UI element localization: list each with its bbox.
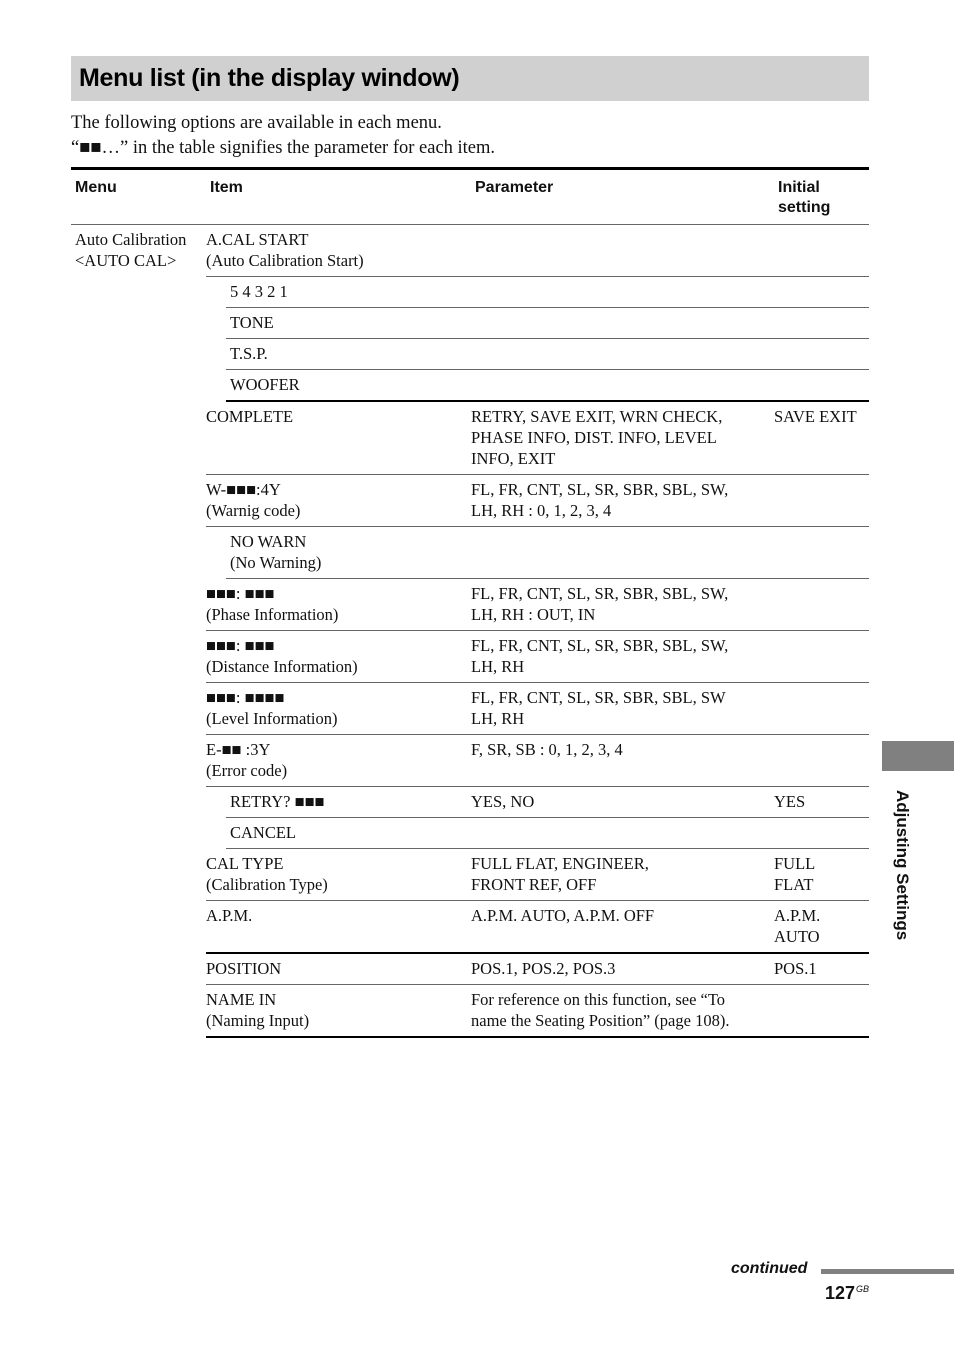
- page-number-suffix: GB: [856, 1284, 870, 1294]
- item-cell-line: (Distance Information): [206, 657, 358, 676]
- parameter-cell-line: POS.1, POS.2, POS.3: [471, 959, 616, 978]
- item-cell: [226, 370, 471, 402]
- parameter-cell: [471, 849, 774, 901]
- initial-setting-cell: [774, 277, 869, 308]
- parameter-cell-line: FRONT REF, OFF: [471, 875, 597, 894]
- parameter-cell: [471, 683, 774, 735]
- parameter-cell-line: FULL FLAT, ENGINEER,: [471, 854, 649, 873]
- parameter-cell: [471, 901, 774, 954]
- parameter-cell: [471, 370, 774, 402]
- side-label-text: Adjusting Settings: [893, 790, 912, 941]
- item-cell: [206, 401, 471, 475]
- item-cell: [226, 787, 471, 818]
- initial-setting-cell-line: YES: [774, 792, 806, 811]
- item-cell: [206, 953, 471, 985]
- menu-cell: [71, 225, 206, 1038]
- page-title: Menu list (in the display window): [79, 64, 460, 92]
- item-cell-line: E-■■ :3Y: [206, 740, 271, 759]
- side-section-label: [884, 790, 924, 970]
- item-cell-line: (No Warning): [230, 553, 322, 572]
- parameter-cell-line: INFO, EXIT: [471, 449, 556, 468]
- indent-spacer: [206, 308, 226, 339]
- item-cell-line: NO WARN: [230, 532, 307, 551]
- menu-cell-line: <AUTO CAL>: [75, 251, 177, 270]
- page-number: [825, 1283, 869, 1304]
- parameter-cell-line: LH, RH : OUT, IN: [471, 605, 596, 624]
- continued-label: continued: [731, 1260, 808, 1277]
- item-cell-line: (Auto Calibration Start): [206, 251, 364, 270]
- parameter-cell-line: FL, FR, CNT, SL, SR, SBR, SBL, SW,: [471, 480, 729, 499]
- intro-line-2: “■■…” in the table signifies the parameter for each item.: [71, 138, 496, 158]
- parameter-cell-line: name the Seating Position” (page 108).: [471, 1011, 730, 1030]
- continued-bar: [821, 1269, 954, 1274]
- item-cell-line: ■■■: ■■■: [206, 636, 275, 655]
- initial-setting-cell: [774, 985, 869, 1038]
- menu-table: [71, 167, 869, 1038]
- item-cell: [206, 631, 471, 683]
- initial-setting-cell: [774, 735, 869, 787]
- intro-text: [71, 111, 495, 161]
- item-cell: [226, 818, 471, 849]
- item-cell-line: ■■■: ■■■: [206, 584, 275, 603]
- item-cell: [206, 475, 471, 527]
- item-cell-line: T.S.P.: [230, 344, 268, 363]
- item-cell-line: A.CAL START: [206, 230, 309, 249]
- table-row: [71, 225, 869, 277]
- parameter-cell-line: FL, FR, CNT, SL, SR, SBR, SBL, SW,: [471, 584, 729, 603]
- item-cell: [226, 527, 471, 579]
- item-cell: [226, 308, 471, 339]
- indent-spacer: [206, 339, 226, 370]
- parameter-cell: [471, 277, 774, 308]
- parameter-cell: [471, 527, 774, 579]
- menu-cell-line: Auto Calibration: [75, 230, 187, 249]
- indent-spacer: [206, 277, 226, 308]
- item-cell-line: (Level Information): [206, 709, 338, 728]
- parameter-cell: [471, 475, 774, 527]
- item-cell: [206, 985, 471, 1038]
- initial-setting-cell: [774, 475, 869, 527]
- item-cell-line: POSITION: [206, 959, 282, 978]
- header-item: Item: [206, 169, 471, 225]
- item-cell-line: W-■■■:4Y: [206, 480, 281, 499]
- item-cell: [206, 683, 471, 735]
- item-cell-line: (Phase Information): [206, 605, 339, 624]
- parameter-cell-line: A.P.M. AUTO, A.P.M. OFF: [471, 906, 655, 925]
- parameter-cell-line: F, SR, SB : 0, 1, 2, 3, 4: [471, 740, 623, 759]
- item-cell: [226, 277, 471, 308]
- indent-spacer: [206, 370, 226, 402]
- initial-setting-cell: [774, 901, 869, 954]
- item-cell: [206, 849, 471, 901]
- initial-setting-cell: [774, 527, 869, 579]
- initial-setting-cell-line: SAVE EXIT: [774, 407, 857, 426]
- indent-spacer: [206, 818, 226, 849]
- parameter-cell: [471, 308, 774, 339]
- page-number-value: 127: [825, 1283, 856, 1303]
- initial-setting-cell: [774, 953, 869, 985]
- initial-setting-cell: [774, 401, 869, 475]
- parameter-cell: [471, 818, 774, 849]
- parameter-cell: [471, 225, 774, 277]
- parameter-cell: [471, 787, 774, 818]
- parameter-cell: [471, 953, 774, 985]
- parameter-cell-line: PHASE INFO, DIST. INFO, LEVEL: [471, 428, 717, 447]
- parameter-cell-line: FL, FR, CNT, SL, SR, SBR, SBL, SW: [471, 688, 726, 707]
- header-menu: Menu: [71, 169, 206, 225]
- initial-setting-cell: [774, 579, 869, 631]
- side-tab-marker: [882, 741, 954, 771]
- parameter-cell-line: YES, NO: [471, 792, 535, 811]
- item-cell: [206, 901, 471, 954]
- initial-setting-cell: [774, 683, 869, 735]
- header-initial-setting: Initial setting: [774, 169, 869, 225]
- item-cell-line: COMPLETE: [206, 407, 294, 426]
- initial-setting-cell: [774, 308, 869, 339]
- initial-setting-cell: [774, 370, 869, 402]
- initial-setting-cell: [774, 631, 869, 683]
- item-cell: [206, 225, 471, 277]
- table-header-row: [71, 169, 869, 225]
- item-cell-line: (Calibration Type): [206, 875, 328, 894]
- parameter-cell: [471, 579, 774, 631]
- title-bar: [71, 56, 869, 101]
- indent-spacer: [206, 787, 226, 818]
- parameter-cell-line: LH, RH: [471, 657, 525, 676]
- parameter-cell: [471, 735, 774, 787]
- item-cell-line: NAME IN: [206, 990, 277, 1009]
- item-cell: [226, 339, 471, 370]
- item-cell-line: (Error code): [206, 761, 288, 780]
- parameter-cell: [471, 339, 774, 370]
- header-parameter: Parameter: [471, 169, 774, 225]
- intro-line-1: The following options are available in each menu.: [71, 113, 442, 133]
- indent-spacer: [206, 527, 226, 579]
- item-cell-line: TONE: [230, 313, 274, 332]
- parameter-cell-line: FL, FR, CNT, SL, SR, SBR, SBL, SW,: [471, 636, 729, 655]
- initial-setting-cell-line: A.P.M.: [774, 906, 821, 925]
- initial-setting-cell: [774, 818, 869, 849]
- item-cell-line: 5 4 3 2 1: [230, 282, 288, 301]
- parameter-cell-line: LH, RH : 0, 1, 2, 3, 4: [471, 501, 612, 520]
- parameter-cell-line: RETRY, SAVE EXIT, WRN CHECK,: [471, 407, 723, 426]
- parameter-cell: [471, 631, 774, 683]
- parameter-cell-line: LH, RH: [471, 709, 525, 728]
- item-cell-line: A.P.M.: [206, 906, 253, 925]
- initial-setting-cell: [774, 225, 869, 277]
- table-body: [71, 225, 869, 1038]
- initial-setting-cell-line: POS.1: [774, 959, 817, 978]
- item-cell-line: (Warnig code): [206, 501, 301, 520]
- initial-setting-cell-line: FULL: [774, 854, 816, 873]
- item-cell-line: CAL TYPE: [206, 854, 284, 873]
- item-cell-line: (Naming Input): [206, 1011, 310, 1030]
- item-cell-line: ■■■: ■■■■: [206, 688, 285, 707]
- item-cell-line: WOOFER: [230, 375, 300, 394]
- initial-setting-cell: [774, 849, 869, 901]
- initial-setting-cell: [774, 787, 869, 818]
- item-cell: [206, 579, 471, 631]
- parameter-cell: [471, 401, 774, 475]
- item-cell: [206, 735, 471, 787]
- initial-setting-cell-line: AUTO: [774, 927, 820, 946]
- initial-setting-cell-line: FLAT: [774, 875, 814, 894]
- item-cell-line: RETRY? ■■■: [230, 792, 325, 811]
- parameter-cell: [471, 985, 774, 1038]
- initial-setting-cell: [774, 339, 869, 370]
- parameter-cell-line: For reference on this function, see “To: [471, 990, 726, 1009]
- item-cell-line: CANCEL: [230, 823, 296, 842]
